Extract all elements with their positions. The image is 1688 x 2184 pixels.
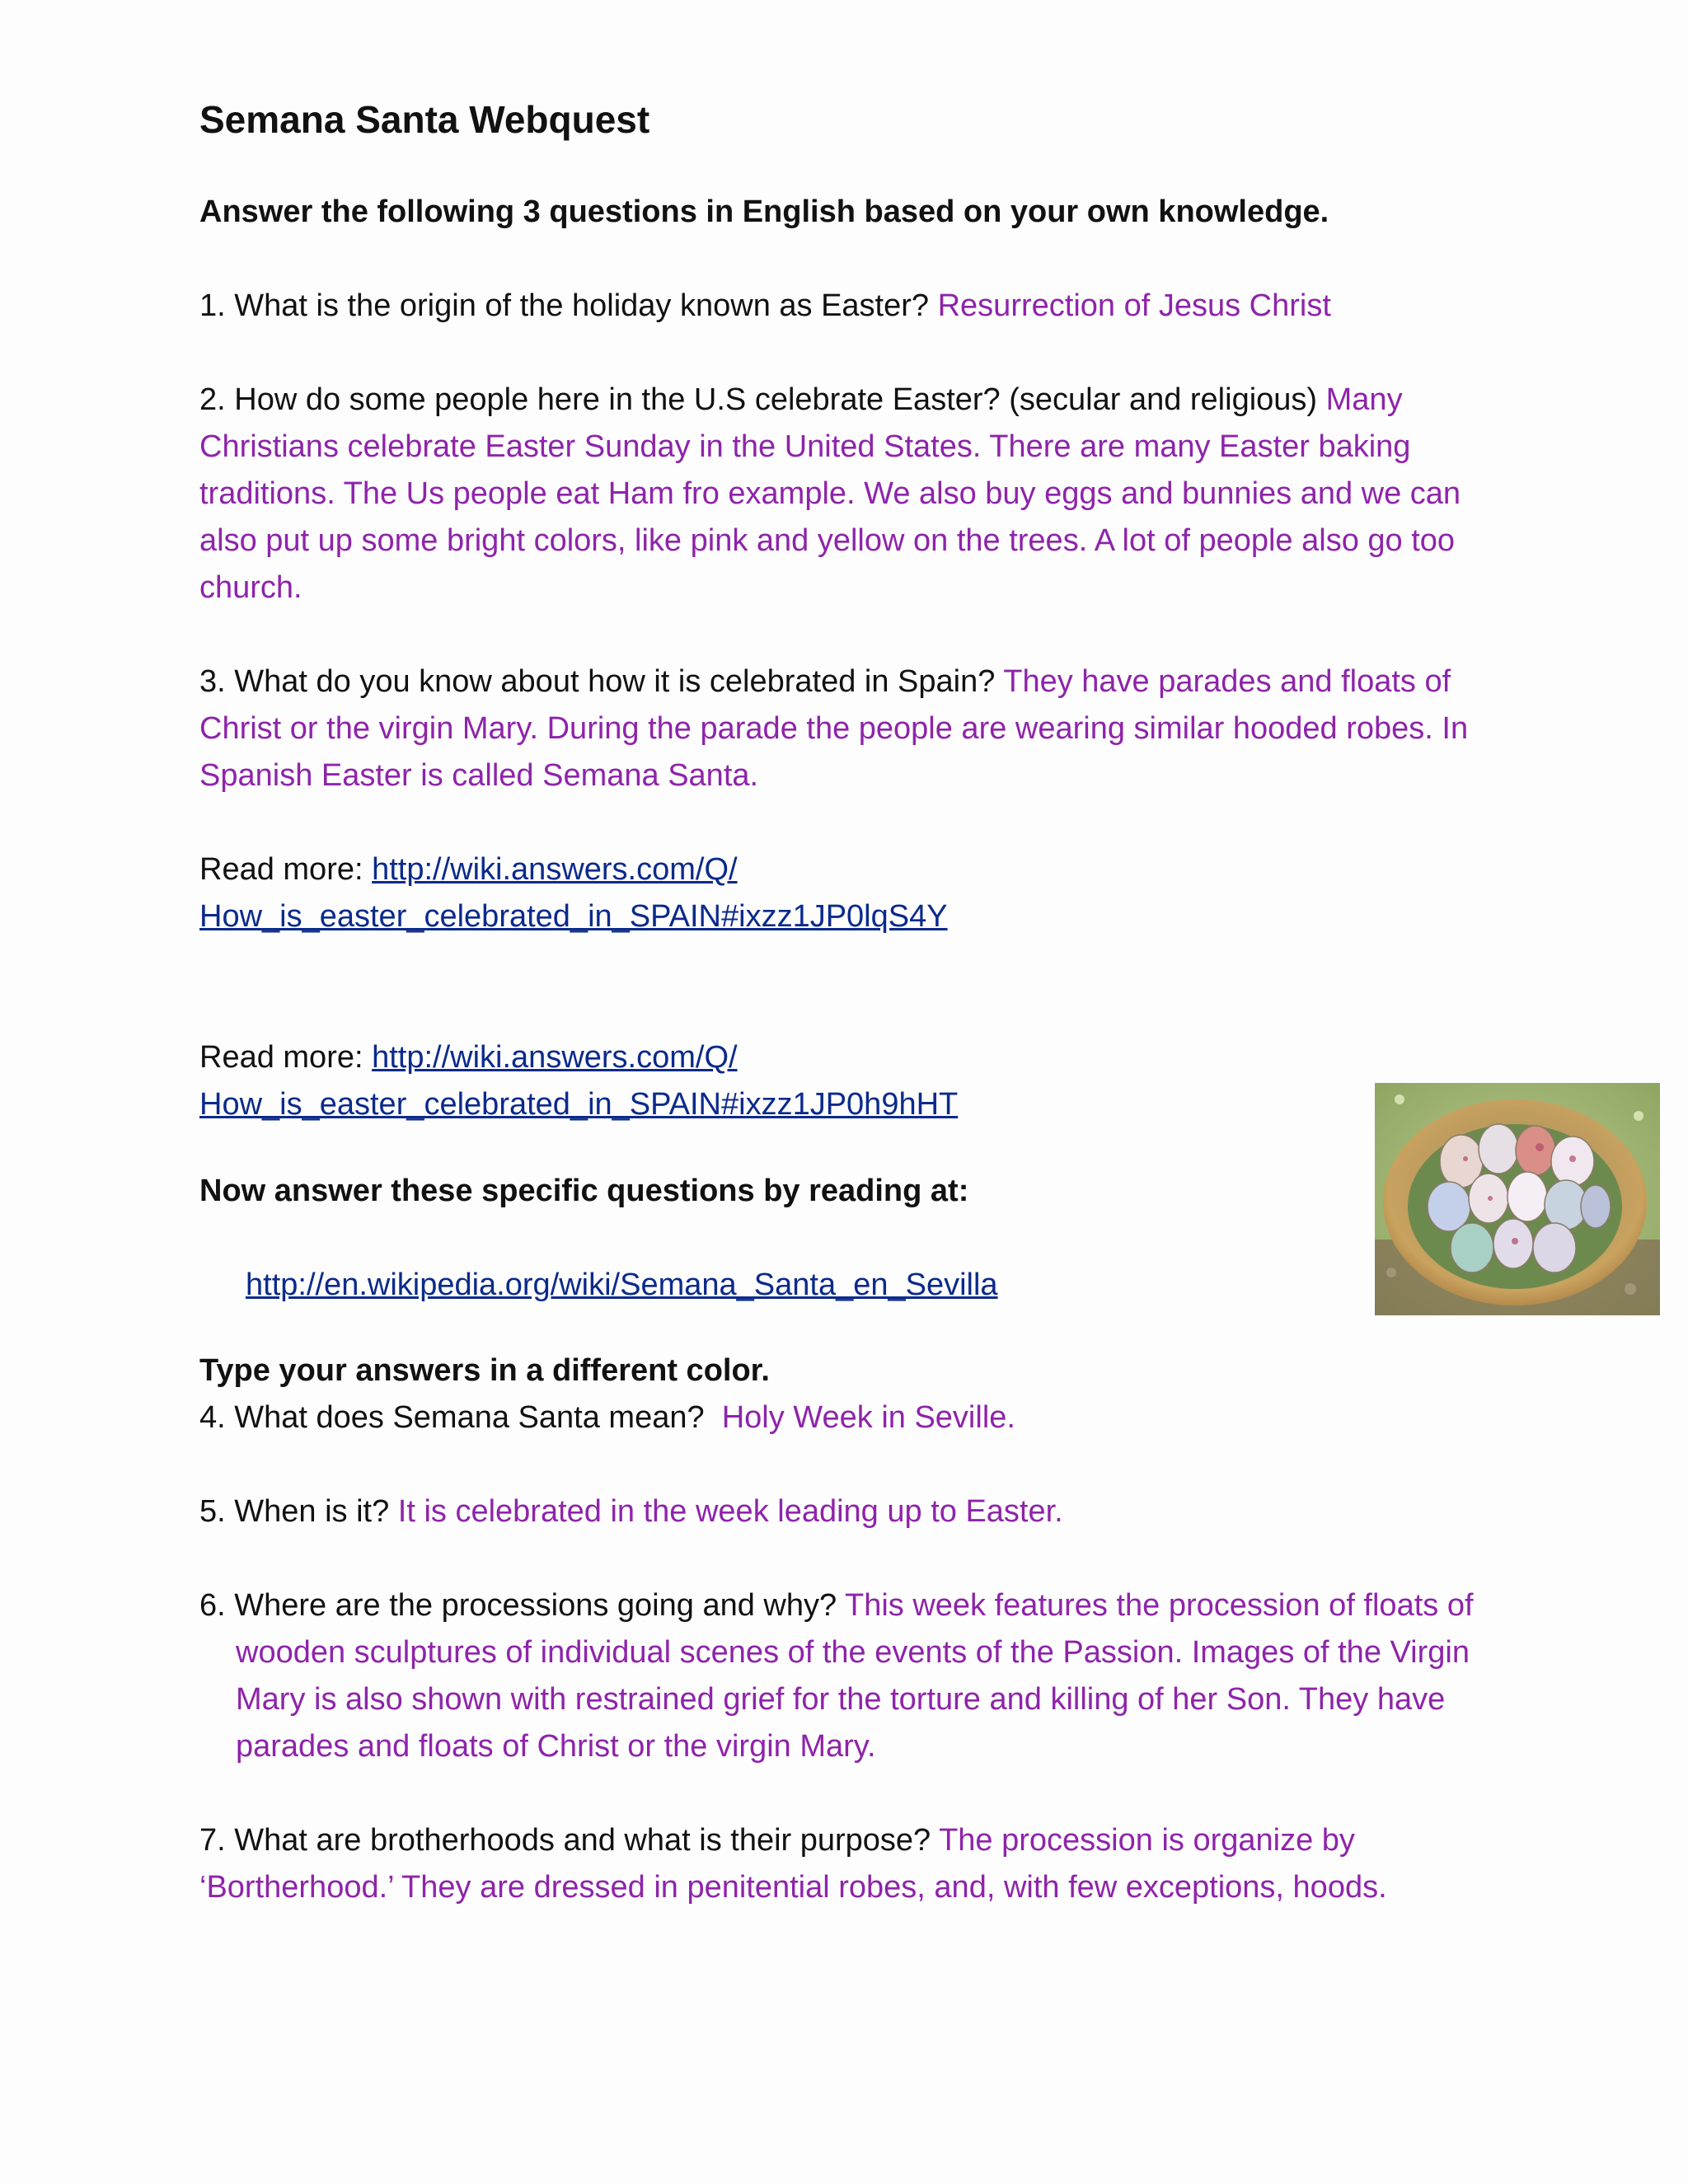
easter-eggs-basket-image <box>1375 1083 1660 1315</box>
read-more-2-link-part2[interactable]: How_is_easter_celebrated_in_SPAIN#ixzz1JP0h9hHT <box>199 1087 959 1122</box>
wiki-link-row <box>199 1262 1518 1309</box>
question-2 <box>199 377 1518 612</box>
question-6-text: 6. Where are the processions going and why? <box>199 1588 837 1624</box>
answer-6: This week features the procession of floats of wooden sculptures of individual scenes of the events of the Passion. Images of the Virgin Mary is also shown with restrained grief for the torture and killing of her Son. They have parades and floats of Christ or the virgin Mary. <box>236 1588 1474 1765</box>
read-more-1-link-part1[interactable]: http://wiki.answers.com/Q/ <box>372 852 738 888</box>
now-answer-heading: Now answer these specific questions by reading at: <box>199 1174 969 1209</box>
read-more-2 <box>199 1034 1518 1128</box>
read-more-1-link-part2[interactable]: How_is_easter_celebrated_in_SPAIN#ixzz1JP0lqS4Y <box>199 899 948 935</box>
question-4-text: 4. What does Semana Santa mean? <box>199 1400 705 1436</box>
read-more-1-label: Read more: <box>199 852 363 888</box>
answer-2: Many Christians celebrate Easter Sunday in the United States. There are many Easter baking traditions. The Us people eat Ham fro example. We also buy eggs and bunnies and we can also put up some bright colors, like pink and yellow on the trees. A lot of people also go too church. <box>199 382 1461 606</box>
question-2-text: 2. How do some people here in the U.S celebrate Easter? (secular and religious) <box>199 382 1318 418</box>
question-4 <box>199 1394 1518 1441</box>
read-more-2-link-part1[interactable]: http://wiki.answers.com/Q/ <box>372 1040 738 1076</box>
type-instruction: Type your answers in a different color. <box>199 1353 770 1389</box>
easter-eggs-illustration <box>1375 1083 1660 1315</box>
question-7-text: 7. What are brotherhoods and what is their purpose? <box>199 1823 931 1858</box>
question-5 <box>199 1488 1518 1535</box>
document-page <box>199 97 1518 1911</box>
question-3 <box>199 658 1518 799</box>
question-1-text: 1. What is the origin of the holiday known as Easter? <box>199 288 930 324</box>
read-more-2-label: Read more: <box>199 1040 363 1076</box>
answer-3: They have parades and floats of Christ or the virgin Mary. During the parade the people are wearing similar hooded robes. In Spanish Easter is called Semana Santa. <box>199 664 1469 794</box>
question-3-text: 3. What do you know about how it is celebrated in Spain? <box>199 664 996 700</box>
answer-1: Resurrection of Jesus Christ <box>937 288 1331 324</box>
read-more-1 <box>199 846 1518 940</box>
wikipedia-link[interactable]: http://en.wikipedia.org/wiki/Semana_Santa_en_Sevilla <box>246 1268 998 1303</box>
intro-instruction: Answer the following 3 questions in English based on your own knowledge. <box>199 194 1329 230</box>
question-7 <box>199 1817 1518 1911</box>
answer-7: The procession is organize by ‘Bortherhood.’ They are dressed in penitential robes, and, with few exceptions, hoods. <box>199 1823 1387 1905</box>
answer-5: It is celebrated in the week leading up to Easter. <box>397 1494 1063 1530</box>
question-5-text: 5. When is it? <box>199 1494 390 1530</box>
question-6 <box>199 1582 1518 1770</box>
question-1 <box>199 283 1518 330</box>
answer-4: Holy Week in Seville. <box>721 1400 1015 1436</box>
page-title: Semana Santa Webquest <box>199 98 650 141</box>
